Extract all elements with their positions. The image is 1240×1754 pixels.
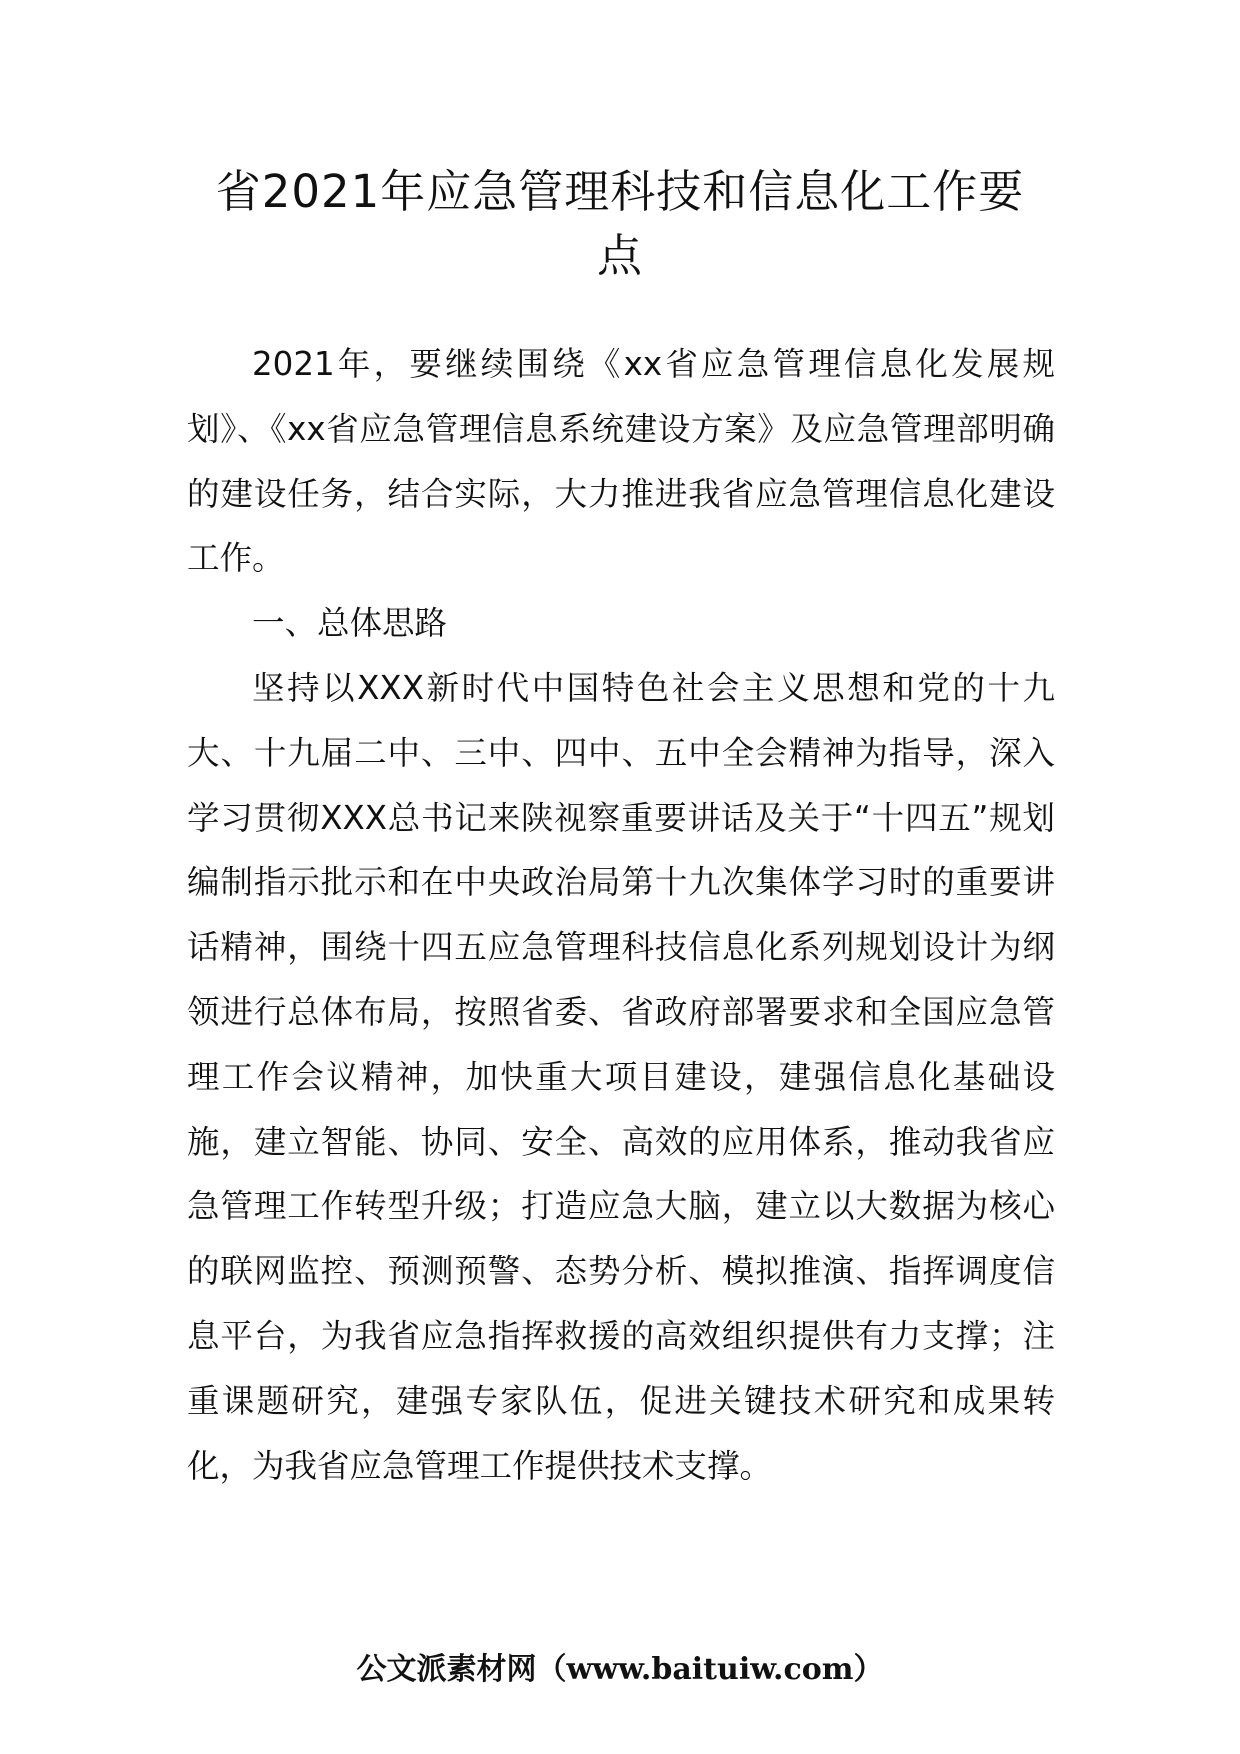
- title-line-1: 省2021年应急管理科技和信息化工作要: [215, 165, 1025, 218]
- body-paragraph: 坚持以XXX新时代中国特色社会主义思想和党的十九大、十九届二中、三中、四中、五中全会精神为指导，深入学习贯彻XXX总书记来陕视察重要讲话及关于“十四五”规划编制指示批示和在中央政治局第十九次集体学习时的重要讲话精神，围绕十四五应急管理科技信息化系列规划设计为纲领进行总体布局，按照省委、省政府部署要求和全国应急管理工作会议精神，加快重大项目建设，建强信息化基础设施，建立智能、协同、安全、高效的应用体系，推动我省应急管理工作转型升级；打造应急大脑，建立以大数据为核心的联网监控、预测预警、态势分析、模拟推演、指挥调度信息平台，为我省应急指挥救援的高效组织提供有力支撑；注重课题研究，建强专家队伍，促进关键技术研究和成果转化，为我省应急管理工作提供技术支撑。: [187, 668, 1055, 1485]
- document-body: [187, 332, 1055, 1498]
- intro-paragraph: 2021年，要继续围绕《xx省应急管理信息化发展规划》、《xx省应急管理信息系统建设方案》及应急管理部明确的建设任务，结合实际，大力推进我省应急管理信息化建设工作。: [187, 345, 1055, 578]
- title-line-2: 点: [596, 229, 643, 282]
- footer-watermark: 公文派素材网（www.baituiw.com）: [356, 1652, 884, 1687]
- section-heading: 一、总体思路: [252, 604, 448, 643]
- document-title: [185, 160, 1055, 288]
